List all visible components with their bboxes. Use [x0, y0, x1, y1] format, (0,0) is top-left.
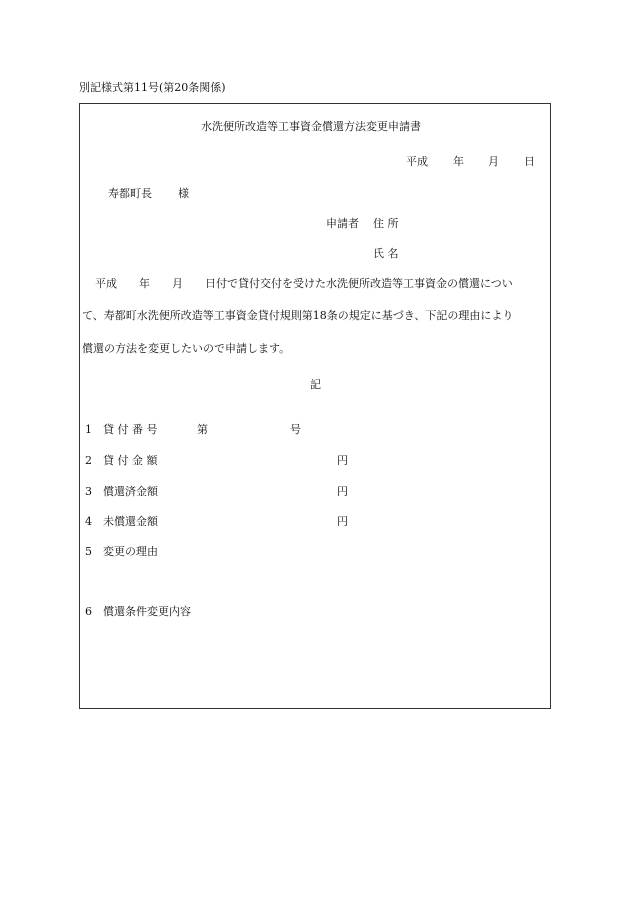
- date-day: 日: [524, 155, 535, 168]
- addressee-honorific: 様: [178, 187, 189, 200]
- item-label: 貸 付 金 額: [103, 454, 158, 467]
- item-label: 償還済金額: [103, 485, 158, 498]
- addressee-name: 寿都町長: [108, 187, 152, 200]
- body-line-1: 平成 年 月 日付で貸付交付を受けた水洗便所改造等工事資金の償還につい: [95, 277, 513, 290]
- item-number: 4: [85, 515, 92, 528]
- item-label: 未償還金額: [103, 515, 158, 528]
- date-era: 平成: [406, 155, 428, 168]
- item-mid: 第: [197, 423, 208, 436]
- item-unit: 円: [337, 454, 348, 467]
- header-note: 別記様式第11号(第20条関係): [79, 81, 226, 94]
- item-number: 3: [85, 485, 92, 498]
- applicant-role: 申請者: [326, 217, 359, 230]
- item-number: 2: [85, 454, 92, 467]
- item-number: 6: [85, 605, 92, 618]
- applicant-address-label: 住 所: [373, 217, 399, 230]
- date-year: 年: [453, 155, 464, 168]
- item-label: 償還条件変更内容: [103, 605, 191, 618]
- form-title: 水洗便所改造等工事資金償還方法変更申請書: [201, 120, 421, 133]
- body-line-3: 償還の方法を変更したいので申請します。: [82, 342, 291, 355]
- item-unit: 円: [337, 515, 348, 528]
- item-label: 貸 付 番 号: [103, 423, 158, 436]
- note-heading: 記: [310, 378, 321, 391]
- item-unit: 号: [290, 423, 301, 436]
- item-unit: 円: [337, 485, 348, 498]
- body-line-2: て、寿都町水洗便所改造等工事資金貸付規則第18条の規定に基づき、下記の理由により: [82, 309, 514, 322]
- item-number: 5: [85, 545, 92, 558]
- date-month: 月: [488, 155, 499, 168]
- applicant-name-label: 氏 名: [373, 247, 399, 260]
- item-label: 変更の理由: [103, 545, 158, 558]
- item-number: 1: [85, 423, 92, 436]
